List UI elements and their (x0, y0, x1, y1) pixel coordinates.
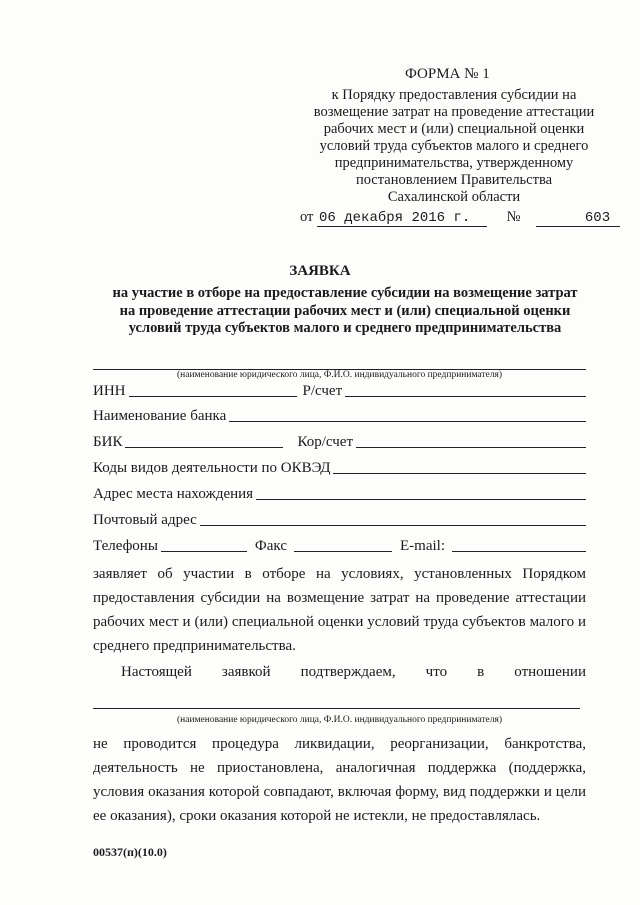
applicant-name-field-2[interactable] (93, 708, 580, 709)
postal-label: Почтовый адрес (93, 512, 197, 528)
corr-account-label: Кор/счет (297, 434, 353, 450)
corr-account-field[interactable] (356, 447, 586, 448)
inn-label: ИНН (93, 383, 126, 399)
address-label: Адрес места нахождения (93, 486, 254, 502)
bik-row (93, 433, 586, 451)
subtitle-line: на участие в отборе на предоставление субсидии на возмещение затрат (112, 285, 578, 301)
okved-row (93, 459, 586, 477)
bank-name-field[interactable] (229, 421, 586, 422)
subtitle-line: на проведение аттестации рабочих мест и (или) специальной оценки (119, 302, 571, 319)
address-row (93, 485, 586, 503)
appendix-line: возмещение затрат на проведение аттестации (313, 104, 595, 120)
fax-label: Факс (254, 538, 287, 554)
applicant-name-caption-2: (наименование юридического лица, Ф.И.О. индивидуального предпринимателя) (176, 715, 503, 725)
confirm-word: Настоящей (121, 664, 192, 680)
bik-label: БИК (93, 434, 123, 450)
inn-account-row (93, 382, 586, 400)
postal-field[interactable] (200, 525, 586, 526)
appendix-line: предпринимательства, утвержденному (334, 155, 574, 171)
declaration-paragraph: заявляет об участии в отборе на условиях, установленных Порядком предоставления субсидии на возмещение затрат на проведение аттестации рабочих мест и (или) специальной оценки условий труда субъектов малого и среднего предпринимательства. (93, 566, 586, 654)
okved-field[interactable] (333, 473, 586, 474)
bik-field[interactable] (125, 447, 283, 448)
form-number: ФОРМА № 1 (405, 66, 490, 82)
bank-row (93, 407, 586, 425)
contacts-row (93, 537, 586, 555)
subtitle-line: условий труда субъектов малого и среднего предпринимательства (128, 320, 562, 336)
resolution-date-line (300, 209, 620, 227)
confirmation-line (93, 664, 586, 681)
document-title: ЗАЯВКА (289, 263, 351, 279)
document-code: 00537(п)(10.0) (93, 845, 167, 859)
okved-label: Коды видов деятельности по ОКВЭД (93, 460, 331, 476)
phones-field[interactable] (161, 551, 247, 552)
resolution-date: 06 декабря 2016 г. (317, 210, 487, 227)
appendix-line: к Порядку предоставления субсидии на (331, 87, 577, 103)
appendix-line: постановлением Правительства (355, 172, 553, 188)
date-prefix: от (300, 209, 314, 225)
appendix-line: Сахалинской области (387, 189, 521, 205)
confirm-word: подтверждаем, (300, 664, 396, 680)
number-sign: № (506, 209, 521, 225)
fax-field[interactable] (294, 551, 392, 552)
inn-field[interactable] (129, 396, 297, 397)
email-field[interactable] (452, 551, 586, 552)
applicant-name-caption: (наименование юридического лица, Ф.И.О. индивидуального предпринимателя) (176, 370, 503, 380)
account-field[interactable] (345, 396, 586, 397)
email-label: E-mail: (400, 538, 445, 554)
bank-name-label: Наименование банка (93, 408, 227, 424)
appendix-line: условий труда субъектов малого и среднего (319, 138, 589, 154)
phones-label: Телефоны (93, 538, 158, 554)
appendix-line: рабочих мест и (или) специальной оценки (323, 121, 585, 137)
confirm-word: что (425, 664, 448, 680)
statement-paragraph: не проводится процедура ликвидации, реорганизации, банкротства, деятельность не приостановлена, аналогичная поддержка (поддержка, условия оказания которой совпадают, включая форму, вид поддержки и цели ее оказания), сроки оказания которой не истекли, не предоставлялась. (93, 736, 586, 824)
account-label: Р/счет (302, 383, 343, 399)
confirm-word: отношении (514, 664, 586, 680)
appendix-reference (298, 87, 610, 206)
postal-row (93, 511, 586, 529)
resolution-number: 603 (536, 210, 620, 227)
confirm-word: заявкой (221, 664, 271, 680)
confirm-word: в (477, 664, 485, 680)
document-subtitle (95, 285, 595, 338)
address-field[interactable] (256, 499, 586, 500)
